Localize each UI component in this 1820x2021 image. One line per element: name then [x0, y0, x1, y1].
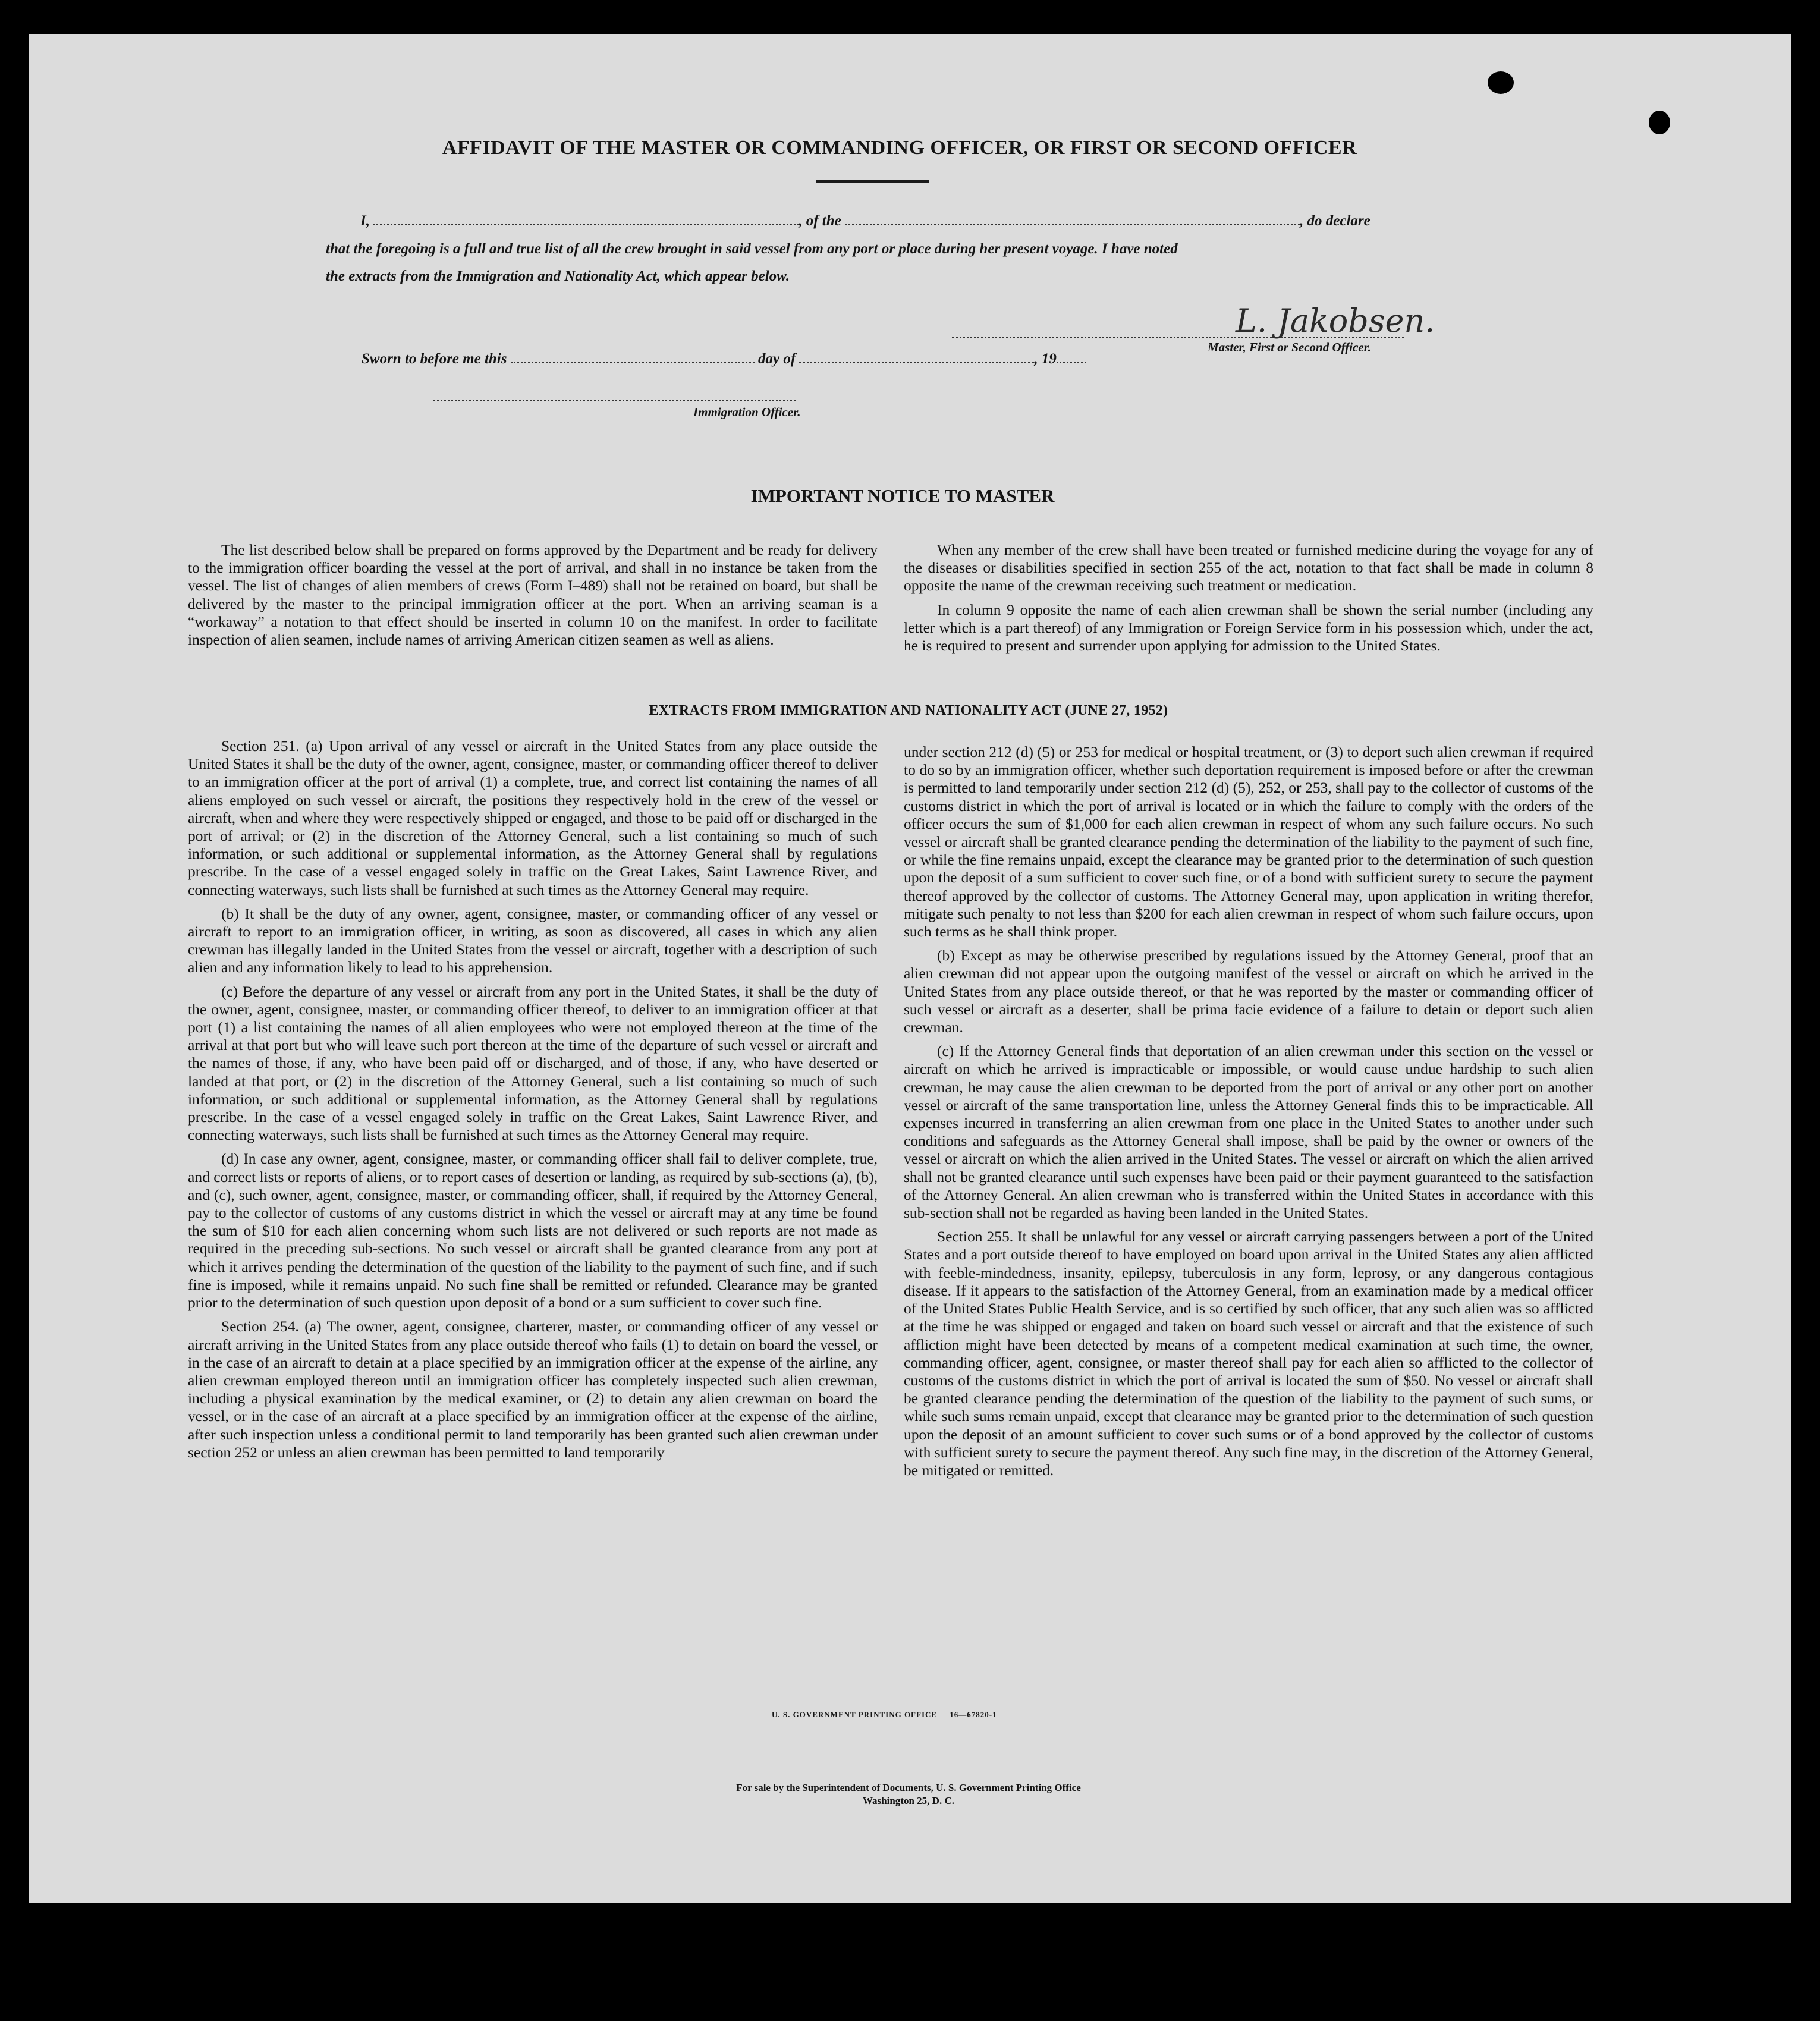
affidavit-title: AFFIDAVIT OF THE MASTER OR COMMANDING OFFICER, OR FIRST OR SECOND OFFICER	[442, 137, 1357, 159]
declaration-line	[360, 213, 1448, 230]
signature-caption: Master, First or Second Officer.	[1208, 340, 1371, 354]
officer-signature-line	[433, 400, 796, 401]
signature: L. Jakobsen.	[1236, 302, 1435, 340]
sworn-year-blank[interactable]	[1057, 362, 1086, 363]
name-blank[interactable]	[373, 224, 799, 225]
sworn-label: Sworn to before me this	[362, 351, 507, 367]
sworn-day-of: day of	[757, 351, 796, 367]
declaration-end: , do declare	[1300, 213, 1370, 229]
statute-paragraph: Section 251. (a) Upon arrival of any vessel or aircraft in the United States from any place outside the United States it shall be the duty of the owner, agent, consignee, master, or commanding officer thereof to deliver to an immigration officer at the port of arrival (1) a complete, true, and correct list containing the names of all aliens employed on such vessel or aircraft, the positions they respectively hold in the crew of the vessel or aircraft, when and where they were respectively shipped or engaged, and those to be paid off or discharged in the port of arrival; or (2) in the discretion of the Attorney General, such a list containing so much of such information, or such additional or supplemental information, as the Attorney General shall by regulations prescribe. In the case of a vessel engaged solely in traffic on the Great Lakes, Saint Lawrence River, and connecting waterways, such lists shall be furnished at such times as the Attorney General may require.	[188, 737, 878, 898]
notice-paragraph: In column 9 opposite the name of each alien crewman shall be shown the serial number (including any letter which is a part thereof) of any Immigration or Foreign Service form in his possession which, under the act, he is required to present and surrender upon applying for admission to the United States.	[904, 601, 1593, 655]
title-underline	[816, 180, 929, 183]
officer-caption: Immigration Officer.	[693, 405, 801, 419]
declaration-text: that the foregoing is a full and true list of all the crew brought in said vessel from any port or place during her present voyage. I have noted	[326, 241, 1178, 257]
declaration-text: the extracts from the Immigration and Nationality Act, which appear below.	[326, 268, 790, 284]
notice-left-column	[188, 541, 878, 649]
ink-blot	[1488, 71, 1514, 94]
vessel-blank[interactable]	[845, 224, 1300, 225]
declaration-i: I,	[360, 213, 370, 229]
extracts-heading: EXTRACTS FROM IMMIGRATION AND NATIONALITY ACT (JUNE 27, 1952)	[649, 703, 1168, 718]
document-page	[29, 34, 1791, 1903]
sale-line: For sale by the Superintendent of Documents, U. S. Government Printing Office	[736, 1782, 1081, 1793]
notice-heading: IMPORTANT NOTICE TO MASTER	[750, 485, 1055, 506]
statute-paragraph: (b) It shall be the duty of any owner, agent, consignee, master, or commanding officer of any vessel or aircraft to report to an immigration officer, in writing, as soon as discovered, all cases in which any alien crewman has illegally landed in the United States from the vessel or aircraft, together with a description of such alien and any information likely to lead to his apprehension.	[188, 904, 878, 976]
sworn-line	[362, 351, 1086, 367]
notice-paragraph: The list described below shall be prepared on forms approved by the Department and be ready for delivery to the immigration officer boarding the vessel at the port of arrival, and shall in no instance be taken from the vessel. The list of changes of alien members of crews (Form I–489) shall not be retained on board, but shall be delivered by the master to the principal immigration officer at the port. When an arriving seaman is a “workaway” a notation to that effect should be inserted in column 10 on the manifest. In order to facilitate inspection of alien seamen, include names of arriving American citizen seamen as well as aliens.	[188, 541, 878, 649]
notice-paragraph: When any member of the crew shall have been treated or furnished medicine during the voyage for any of the diseases or disabilities specified in section 255 of the act, notation to that fact shall be made in column 8 opposite the name of the crewman receiving such treatment or medication.	[904, 541, 1593, 595]
sale-line: Washington 25, D. C.	[863, 1795, 954, 1806]
declaration-of-the: , of the	[799, 213, 841, 229]
statute-paragraph: Section 255. It shall be unlawful for any vessel or aircraft carrying passengers between a port of the United States and a port outside thereof to have employed on board upon arrival in the United States any alien afflicted with feeble-mindedness, insanity, epilepsy, tuberculosis in any form, leprosy, or any dangerous contagious disease. If it appears to the satisfaction of the Attorney General, from an examination made by a medical officer of the United States Public Health Service, and is so certified by such officer, that any such alien was so afflicted at the time he was shipped or engaged and taken on board such vessel or aircraft and that the existence of such affliction might have been detected by means of a competent medical examination at such time, the owner, commanding officer, agent, consignee, or master thereof shall pay for each alien so afflicted to the collector of customs of the customs district in which the port of arrival is located the sum of $50. No vessel or aircraft shall be granted clearance pending the determination of the question of the liability to the payment of such sums, or while such sums remain unpaid, except that clearance may be granted prior to the determination of such question upon the deposit of an amount sufficient to cover such sums or of a bond approved by the collector of customs with sufficient surety to secure the payment thereof. Any such fine may, in the discretion of the Attorney General, be mitigated or remitted.	[904, 1228, 1593, 1479]
sworn-month-blank[interactable]	[799, 362, 1034, 363]
statute-paragraph: (d) In case any owner, agent, consignee, master, or commanding officer shall fail to deliver complete, true, and correct lists or reports of aliens, or to report cases of desertion or landing, as required by sub-sections (a), (b), and (c), such owner, agent, consignee, master, or commanding officer, shall, if required by the Attorney General, pay to the collector of customs of any customs district in which the vessel or aircraft may at any time be found the sum of $10 for each alien concerning whom such lists are not delivered or such reports are not made as required in the preceding sub-sections. No such vessel or aircraft shall be granted clearance from any port at which it arrives pending the determination of the question of the liability to the payment of such fine, and if such fine is imposed, while it remains unpaid. No such fine shall be remitted or refunded. Clearance may be granted prior to the determination of such question upon deposit of a bond or a sum sufficient to cover such fine.	[188, 1150, 878, 1312]
statute-paragraph: (b) Except as may be otherwise prescribed by regulations issued by the Attorney General, proof that an alien crewman did not appear upon the outgoing manifest of the vessel or aircraft on which he arrived in the United States from any place outside thereof, or that he was reported by the master or commanding officer of such vessel or aircraft as a deserter, shall be prima facie evidence of a failure to detain or deport such alien crewman.	[904, 947, 1593, 1036]
sworn-year: , 19	[1034, 351, 1057, 367]
extracts-right-column	[904, 743, 1593, 1479]
statute-paragraph: (c) If the Attorney General finds that deportation of an alien crewman under this section on the vessel or aircraft on which he arrived is impracticable or impossible, or would cause undue hardship to such alien crewman, he may cause the alien crewman to be deported from the port of arrival or any other port on another vessel or aircraft of the same transportation line, unless the Attorney General finds this to be impracticable. All expenses incurred in transferring an alien crewman from one place in the United States to another under such conditions and safeguards as the Attorney General shall impose, shall be paid by the owner or owners of the vessel or aircraft on which the alien arrived in the United States. The vessel or aircraft on which the alien arrived shall not be granted clearance until such expenses have been paid or their payment guaranteed to the satisfaction of the Attorney General. An alien crewman who is transferred within the United States in accordance with this sub-section shall not be regarded as having been landed in the United States.	[904, 1042, 1593, 1222]
statute-paragraph: Section 254. (a) The owner, agent, consignee, charterer, master, or commanding officer of any vessel or aircraft arriving in the United States from any place outside thereof who fails (1) to detain on board the vessel, or in the case of an aircraft to detain at a place specified by an immigration officer at the expense of the airline, any alien crewman employed thereon until an immigration officer has completely inspected such alien crewman, including a physical examination by the medical examiner, or (2) to detain any alien crewman on board the vessel, or in the case of an aircraft at a place specified by an immigration officer at the expense of the airline, after such inspection unless a conditional permit to land temporarily has been granted such alien crewman under section 252 or unless an alien crewman has been permitted to land temporarily	[188, 1318, 878, 1461]
sale-notice	[564, 1781, 1253, 1808]
ink-blot	[1649, 111, 1670, 134]
printer-imprint: U. S. GOVERNMENT PRINTING OFFICE 16—67820-1	[772, 1710, 997, 1719]
statute-paragraph: under section 212 (d) (5) or 253 for medical or hospital treatment, or (3) to deport such alien crewman if required to do so by an immigration officer, whether such deportation requirement is imposed before or after the crewman is permitted to land temporarily under section 212 (d) (5), 252, or 253, shall pay to the collector of customs of the customs district in which the port of arrival is located or in which the failure to comply with the orders of the officer occurs the sum of $1,000 for each alien crewman in respect of whom any such failure occurs. No such vessel or aircraft shall be granted clearance pending the determination of the liability to the payment of such fine, or while the fine remains unpaid, except the clearance may be granted prior to the determination of such question upon the deposit of a sum sufficient to cover such fine, or of a bond with sufficient surety to secure the payment thereof approved by the collector of customs. The Attorney General may, upon application in writing therefor, mitigate such penalty to not less than $200 for each alien crewman in respect of whom such failure occurs, upon such terms as he shall think proper.	[904, 743, 1593, 941]
sworn-day-blank[interactable]	[511, 362, 755, 363]
statute-paragraph: (c) Before the departure of any vessel or aircraft from any port in the United States, it shall be the duty of the owner, agent, consignee, master, or commanding officer thereof, to deliver to an immigration officer at that port (1) a list containing the names of all alien employees who were not employed thereon at the time of the arrival at that port but who will leave such port thereon at the time of the departure of such vessel or aircraft and the names of those, if any, who have been paid off or discharged, and of those, if any, who have deserted or landed at that port, or (2) in the discretion of the Attorney General, such a list containing so much of such information, or such additional or supplemental information, as the Attorney General shall by regulations prescribe. In the case of a vessel engaged solely in traffic on the Great Lakes, Saint Lawrence River, and connecting waterways, such lists shall be furnished at such times as the Attorney General may require.	[188, 982, 878, 1144]
extracts-left-column	[188, 737, 878, 1461]
notice-right-column	[904, 541, 1593, 655]
